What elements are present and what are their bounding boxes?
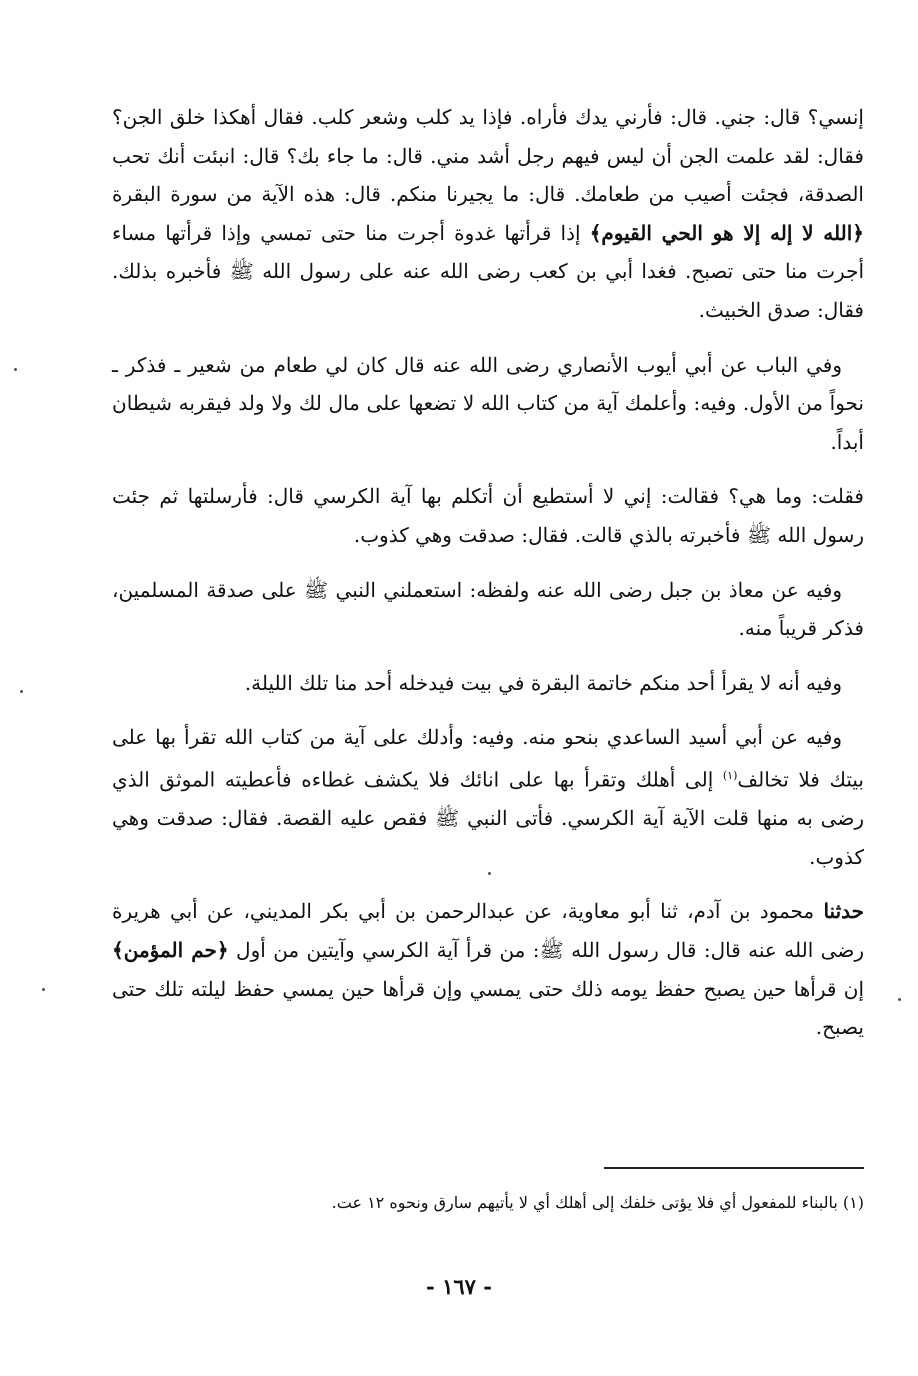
- footnote-separator: [604, 1167, 864, 1169]
- scan-speck: [42, 988, 45, 991]
- paragraph-7-text-b: إن قرأها حين يصبح حفظ يومه ذلك حتى يمسي وإن قرأها حين يمسي حفظ ليلته تلك حتى يصبح.: [112, 976, 864, 1040]
- scan-speck: [488, 872, 491, 875]
- paragraph-1-text-a: إنسي؟ قال: جني. قال: فأرني يدك فأراه. فإذا يد كلب وشعر كلب. فقال أهكذا خلق الجن؟ فقال: لقد علمت الجن أن ليس فيهم رجل أشد مني. قال: ما جاء بك؟ قال: انبئت أنك تحب الصدقة، فجئت أصيب من طعامك. قال: ما يجيرنا منكم. قال: هذه الآية من سورة البقرة: [112, 105, 864, 207]
- paragraph-7-text-a: محمود بن آدم، ثنا أبو معاوية، عن عبدالرحمن بن أبي بكر المديني، عن أبي هريرة رضى الله عنه قال: قال رسول الله ﷺ: من قرأ آية الكرسي وآيتين من أول: [112, 899, 864, 962]
- paragraph-1: [112, 98, 864, 330]
- page-number: - ١٦٧ -: [426, 1274, 492, 1299]
- quran-surah-reference: ﴿حم المؤمن﴾: [112, 937, 229, 962]
- paragraph-6-text-a: وفيه عن أبي أسيد الساعدي بنحو منه. وفيه: وأدلك على آية من كتاب الله تقرأ بها على بيتك فلا تخالف: [112, 725, 864, 792]
- footnote: (١) بالبناء للمفعول أي فلا يؤتى خلفك إلى أهلك أي لا يأتيهم سارق ونحوه ١٢ عت.: [331, 1193, 864, 1212]
- paragraph-2: وفي الباب عن أبي أيوب الأنصاري رضى الله عنه قال كان لي طعام من شعير ـ فذكر ـ نحواً من الأول. وفيه: وأعلمك آية من كتاب الله لا تضعها على مال لك ولا ولد فيقربه شيطان أبداً.: [112, 352, 864, 454]
- paragraph-7: [112, 892, 864, 1046]
- main-text: [112, 98, 864, 1063]
- paragraph-5: وفيه أنه لا يقرأ أحد منكم خاتمة البقرة في بيت فيدخله أحد منا تلك الليلة.: [244, 670, 842, 695]
- hadith-chain-opening: حدثنا: [823, 899, 864, 924]
- footnote-marker: (١): [722, 768, 738, 782]
- paragraph-4: وفيه عن معاذ بن جبل رضى الله عنه ولفظه: استعملني النبي ﷺ على صدقة المسلمين، فذكر قريباً منه.: [112, 577, 864, 641]
- scan-speck: [14, 368, 17, 371]
- paragraph-6-text-b: إلى أهلك وتقرأ بها على انائك فلا يكشف غطاءه فأعطيته الموثق الذي رضى به منها قلت الآية آية الكرسي. فأتى النبي ﷺ فقص عليه القصة. فقال: صدقت وهي كذوب.: [112, 767, 864, 869]
- scan-speck: [898, 998, 901, 1001]
- scan-speck: [20, 690, 23, 693]
- paragraph-6: [112, 718, 864, 876]
- quran-verse-ayat-al-kursi: ﴿الله لا إله إلا هو الحي القيوم﴾: [589, 220, 864, 245]
- paragraph-1-text-b: إذا قرأتها غدوة أجرت منا حتى تمسي وإذا قرأتها مساء أجرت منا حتى تصبح. فغدا أبي بن كعب رضى الله عنه على رسول الله ﷺ فأخبره بذلك. فقال: صدق الخبيث.: [112, 220, 864, 322]
- paragraph-3: فقلت: وما هي؟ فقالت: إني لا أستطيع أن أتكلم بها آية الكرسي قال: فأرسلتها ثم جئت رسول الله ﷺ فأخبرته بالذي قالت. فقال: صدقت وهي كذوب.: [112, 484, 864, 547]
